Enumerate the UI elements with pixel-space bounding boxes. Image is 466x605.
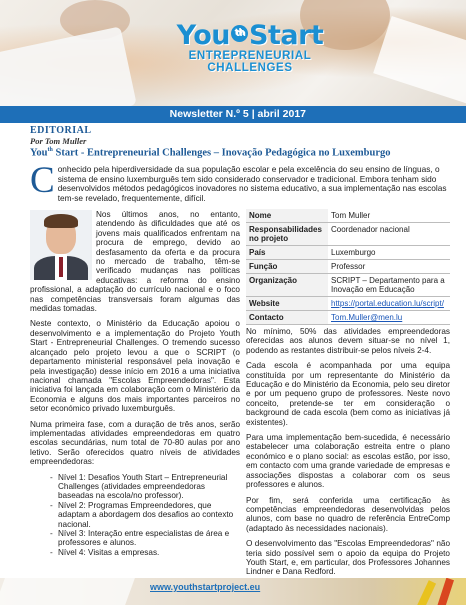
info-key: Responsabilidades no projeto [246,223,328,246]
youth-start-logo [150,22,350,74]
headline-th: th [47,147,53,153]
right-paragraph-4: Por fim, será conferida uma certificação às competências empreendedoras desenvolvidas pelos alunos, com base no quadro de referência EntreComp (adaptado às necessidades nacionais). [246,495,450,533]
headline-you: You [30,147,48,159]
section-label: EDITORIAL [30,125,92,136]
logo-you: You [176,20,231,51]
table-row [246,209,450,223]
right-column [246,327,450,583]
article-headline [30,147,450,159]
footer-banner [0,578,466,605]
editorial-heading-block [30,125,450,159]
table-row [246,260,450,274]
table-row [246,223,450,246]
info-value: Tom Muller [328,209,450,223]
levels-list [50,473,240,558]
newsletter-bar: Newsletter N.º 5 | abril 2017 [0,106,466,123]
table-row [246,274,450,297]
author-info-table [246,209,450,325]
banner-photo-shape [0,26,137,106]
author-line: Por Tom Muller [30,136,87,146]
table-row [246,311,450,325]
author-photo [30,210,92,280]
list-item: - Nível 1: Desafios Youth Start – Entrepreneurial Challenges (atividades empreendedoras baseadas na escola/no professor). [50,473,240,501]
info-value: Professor [328,260,450,274]
website-link[interactable]: https://portal.education.lu/script/ [331,299,444,308]
left-paragraph-1: Nos últimos anos, no entanto, atendendo às dificuldades que até os jovens mais qualificados enfrentam na procura de emprego, devido ao desfasamento da oferta e da procura no mercado de trabalho, têm-se verificado mudanças nas políticas educativas: a reforma do ensino profissional, a adaptação do currículo nacional e o foco nas competências transversais foram algumas das medidas tomadas. [30,210,240,314]
right-paragraph-3: Para uma implementação bem-sucedida, é necessário estabelecer uma colaboração estreita entre o plano económico e o plano social: as escolas estão, por isso, em contacto com uma grande variedade de empresas e associações dispostas a colaborar com os seus professores e alunos. [246,433,450,490]
right-paragraph-2: Cada escola é acompanhada por uma equipa constituída por um representante do Ministério da Educação e do Ministério da Economia, pelo seu diretor e por um pequeno grupo de professores. Neste novo conceito, pretende-se ter em consideração o background de cada escola (bem como as iniciativas já existentes). [246,361,450,427]
logo-start: Start [249,20,324,51]
info-key: Contacto [246,311,328,325]
intro-paragraph [30,160,448,203]
contact-email-link[interactable]: Tom.Muller@men.lu [331,313,403,322]
drop-cap: C [30,160,55,201]
footer-website-link[interactable]: www.youthstartproject.eu [150,582,261,592]
info-value: SCRIPT – Departamento para a Inovação em Educação [328,274,450,297]
table-row [246,297,450,311]
banner-photo-shape [373,16,466,104]
headline-rest: Start - Entrepreneurial Challenges – Inovação Pedagógica no Luxemburgo [52,147,391,159]
list-item: - Nível 3: Interação entre especialistas de área e professores e alunos. [50,529,240,548]
logo-th-badge: th [231,25,248,42]
right-paragraph-1: No mínimo, 50% das atividades empreendedoras oferecidas aos alunos devem situar-se no nível 1, podendo as restantes distribuir-se pelos níveis 2-4. [246,327,450,355]
info-value: Coordenador nacional [328,223,450,246]
right-paragraph-5: O desenvolvimento das "Escolas Empreendedoras" não teria sido possível sem o apoio da equipa do Projeto Youth Start, e, em particular, dos Professores Johannes Lindner e Dana Redford. [246,539,450,577]
logo-line-1: ENTREPRENEURIAL [188,50,312,62]
list-item: - Nível 2: Programas Empreendedores, que adaptam a abordagem dos desafios ao contexto nacional. [50,501,240,529]
info-key: País [246,246,328,260]
info-key: Nome [246,209,328,223]
header-banner [0,0,466,106]
intro-text: onhecido pela hiperdiversidade da sua população escolar e pela excelência do seu ensino de línguas, o sistema de ensino luxemburguês tem sido considerado conservador e tradicional. Embora tenham sido desenvolvidos métodos pedagógicos inovadores no sistema educativo, a sua implementação nas escolas tem-se revelado, frequentemente, difícil. [57,164,447,203]
info-value: Luxemburgo [328,246,450,260]
left-paragraph-3: Numa primeira fase, com a duração de três anos, serão implementadas atividades empreendedoras em quatro escolas secundárias, num total de 70-80 aulas por ano letivo. Serão oferecidos quatro níveis de atividades empreendedoras: [30,419,240,467]
info-key: Organização [246,274,328,297]
pencil-decoration [434,578,454,605]
pencil-decoration [412,580,436,605]
list-item: - Nível 4: Visitas a empresas. [50,548,240,557]
left-paragraph-2: Neste contexto, o Ministério da Educação apoiou o desenvolvimento e a implementação do Projeto Youth Start - Entrepreneurial Challenges. O tremendo sucesso alcançado pelo projeto levou a que o SCRIPT (o departamento ministerial responsável pela inovação e pela investigação) desse início em 2016 a uma iniciativa nacional chamada "Escolas Empreendedoras". Esta iniciativa foi lançada em colaboração com o Ministério da Economia e alguns dos mais importantes parceiros no setor económico privado luxemburguês. [30,319,240,414]
logo-line-2: CHALLENGES [207,62,293,74]
info-key: Website [246,297,328,311]
info-key: Função [246,260,328,274]
table-row [246,246,450,260]
